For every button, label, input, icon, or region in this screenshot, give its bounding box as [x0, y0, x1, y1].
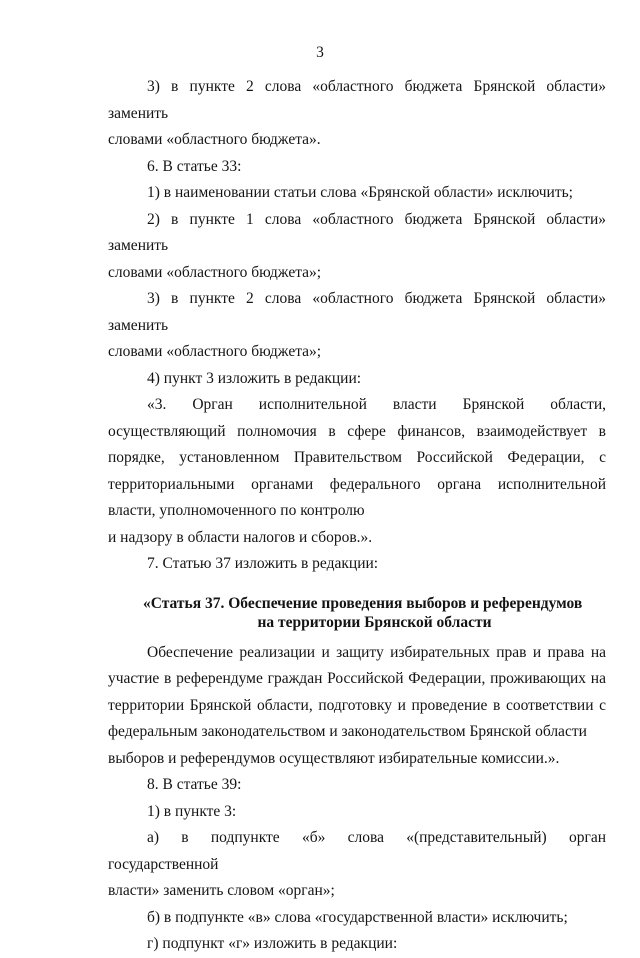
paragraph-continuation: словами «областного бюджета».: [108, 131, 321, 148]
document-body: [108, 74, 606, 958]
paragraph: 7. Статью 37 изложить в редакции:: [147, 555, 379, 572]
paragraph: г) подпункт «г» изложить в редакции:: [147, 935, 398, 952]
paragraph: Обеспечение реализации и защиту избирательных прав и права на участие в референдуме граждан Российской Федерации, проживающих на территории Брянской области, подготовку и проведение в соответствии с федеральным законодательством и законодательством Брянской области: [108, 643, 606, 740]
article-body: [108, 640, 606, 958]
paragraph: «3. Орган исполнительной власти Брянской области, осуществляющий полномочия в сфере финансов, взаимодействует в порядке, установленном Правительством Российской Федерации, с территориальными органами федерального органа исполнительной власти, уполномоченного по контролю: [108, 396, 606, 519]
paragraph: 1) в пункте 3:: [147, 802, 237, 820]
paragraph: а) в подпункте «б» слова «(представительный) орган государственной: [108, 829, 606, 873]
paragraph: 3) в пункте 2 слова «областного бюджета Брянской области» заменить: [108, 290, 606, 334]
paragraph: б) в подпункте «в» слова «государственной власти» исключить;: [147, 908, 568, 926]
paragraph: 2) в пункте 1 слова «областного бюджета Брянской области» заменить: [108, 210, 606, 254]
article-heading: [108, 594, 606, 632]
paragraph: 1) в наименовании статьи слова «Брянской области» исключить;: [147, 184, 573, 201]
paragraph-continuation: словами «областного бюджета»;: [108, 263, 322, 281]
paragraph: 3) в пункте 2 слова «областного бюджета Брянской области» заменить: [108, 78, 606, 122]
paragraph: 4) пункт 3 изложить в редакции:: [147, 369, 362, 387]
article-heading-line2: на территории Брянской области: [257, 613, 492, 631]
paragraph-continuation: и надзору в области налогов и сборов.».: [108, 528, 373, 546]
article-heading-line1: «Статья 37. Обеспечение проведения выборов и референдумов: [143, 594, 583, 612]
paragraph: 8. В статье 39:: [147, 776, 242, 793]
page-number: 3: [316, 44, 324, 61]
paragraph-continuation: выборов и референдумов осуществляют избирательные комиссии.».: [108, 749, 560, 767]
paragraph-continuation: власти» заменить словом «орган»;: [108, 882, 335, 899]
paragraph: 6. В статье 33:: [147, 157, 242, 175]
paragraph-continuation: словами «областного бюджета»;: [108, 343, 322, 360]
